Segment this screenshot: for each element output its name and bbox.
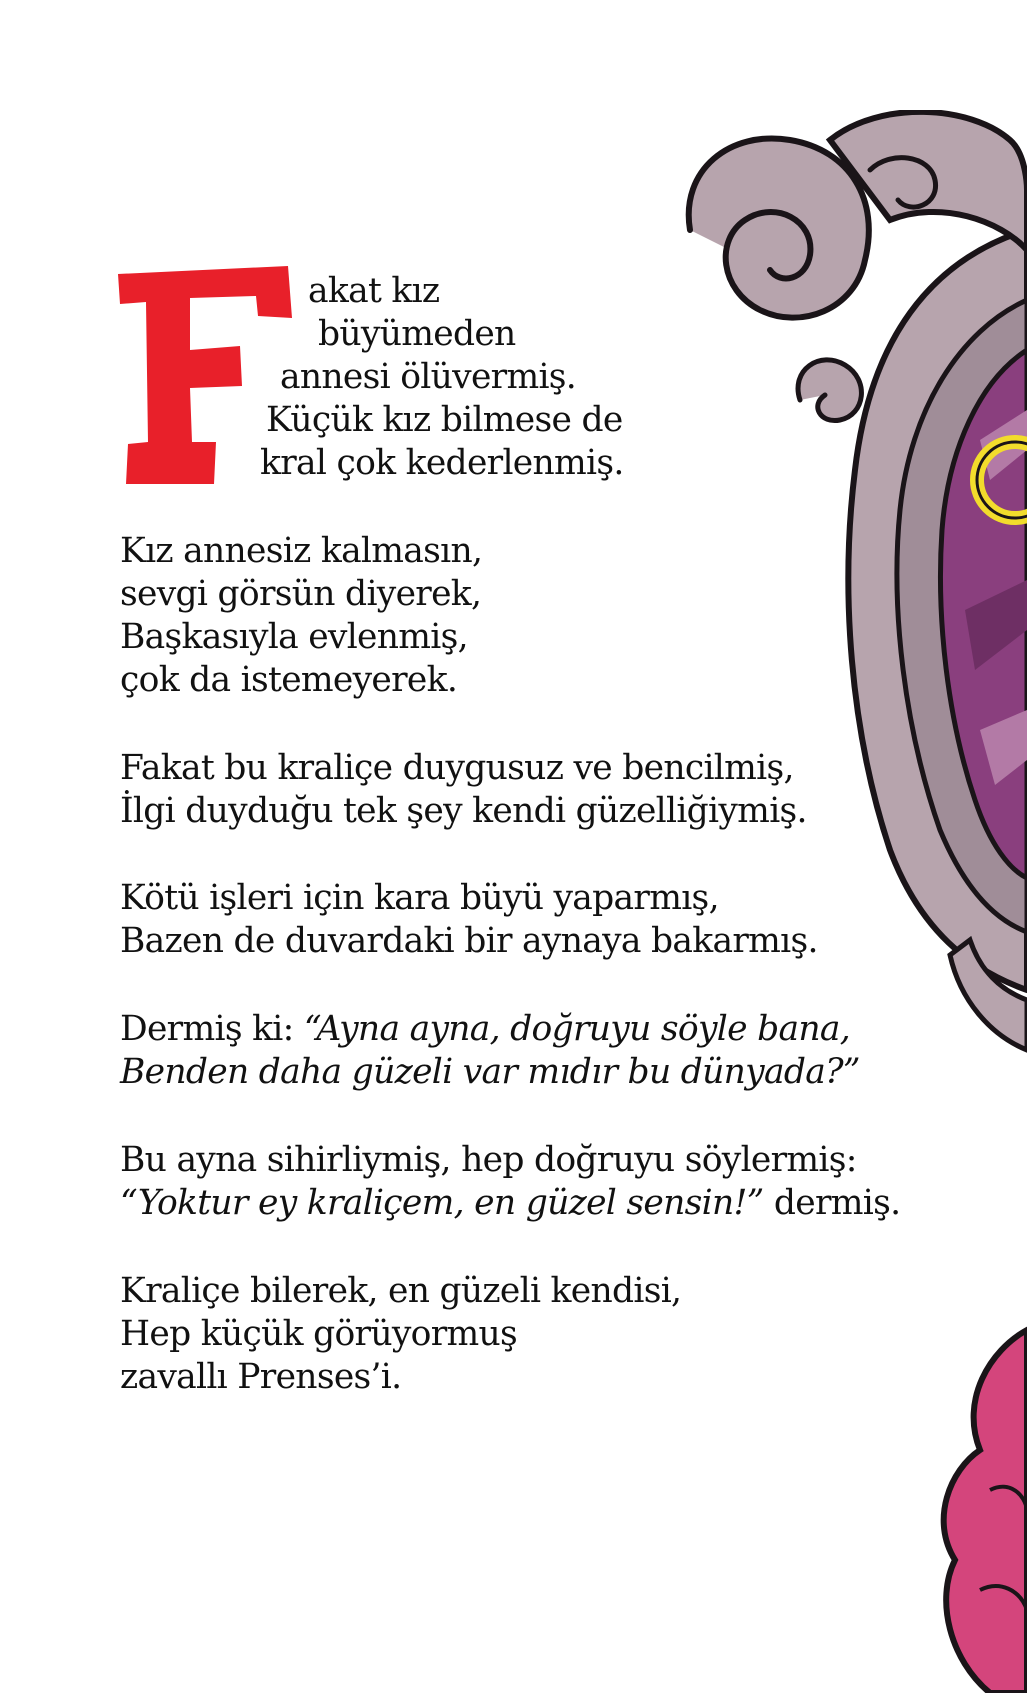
stanza5-line-1: Bu ayna sihirliymiş, hep doğruyu söylermiş: — [120, 1140, 857, 1180]
opening-line-1: akat kız — [308, 271, 440, 311]
mirror-question-part-2: Benden daha güzeli var mıdır bu dünyada?” — [120, 1052, 860, 1092]
stanza2-line-1: Fakat bu kraliçe duygusuz ve bencilmiş, — [120, 748, 794, 788]
magic-mirror-illustration — [680, 110, 1027, 1693]
stanza3-line-1: Kötü işleri için kara büyü yaparmış, — [120, 878, 719, 918]
opening-line-5: kral çok kederlenmiş. — [260, 443, 624, 483]
stanza6-line-3: zavallı Prenses’i. — [120, 1357, 402, 1397]
mirror-frame-icon — [680, 110, 1027, 1693]
opening-line-4: Küçük kız bilmese de — [266, 400, 623, 440]
stanza1-line-4: çok da istemeyerek. — [120, 660, 458, 700]
opening-line-3: annesi ölüvermiş. — [280, 357, 577, 397]
opening-line-2: büyümeden — [318, 314, 516, 354]
stanza4-prefix: Dermiş ki: — [120, 1009, 304, 1049]
mirror-question-part-1: “Ayna ayna, doğruyu söyle bana, — [303, 1009, 850, 1049]
stanza1-line-1: Kız annesiz kalmasın, — [120, 531, 483, 571]
stanza5-suffix: dermiş. — [763, 1183, 901, 1223]
stanza2-line-2: İlgi duyduğu tek şey kendi güzelliğiymiş. — [120, 791, 807, 831]
stanza3-line-2: Bazen de duvardaki bir aynaya bakarmış. — [120, 921, 818, 961]
stanza6-line-2: Hep küçük görüyormuş — [120, 1314, 518, 1354]
stanza1-line-2: sevgi görsün diyerek, — [120, 574, 482, 614]
stanza6-line-1: Kraliçe bilerek, en güzeli kendisi, — [120, 1271, 682, 1311]
stanza1-line-3: Başkasıyla evlenmiş, — [120, 617, 468, 657]
mirror-answer: “Yoktur ey kraliçem, en güzel sensin!” — [120, 1183, 764, 1223]
